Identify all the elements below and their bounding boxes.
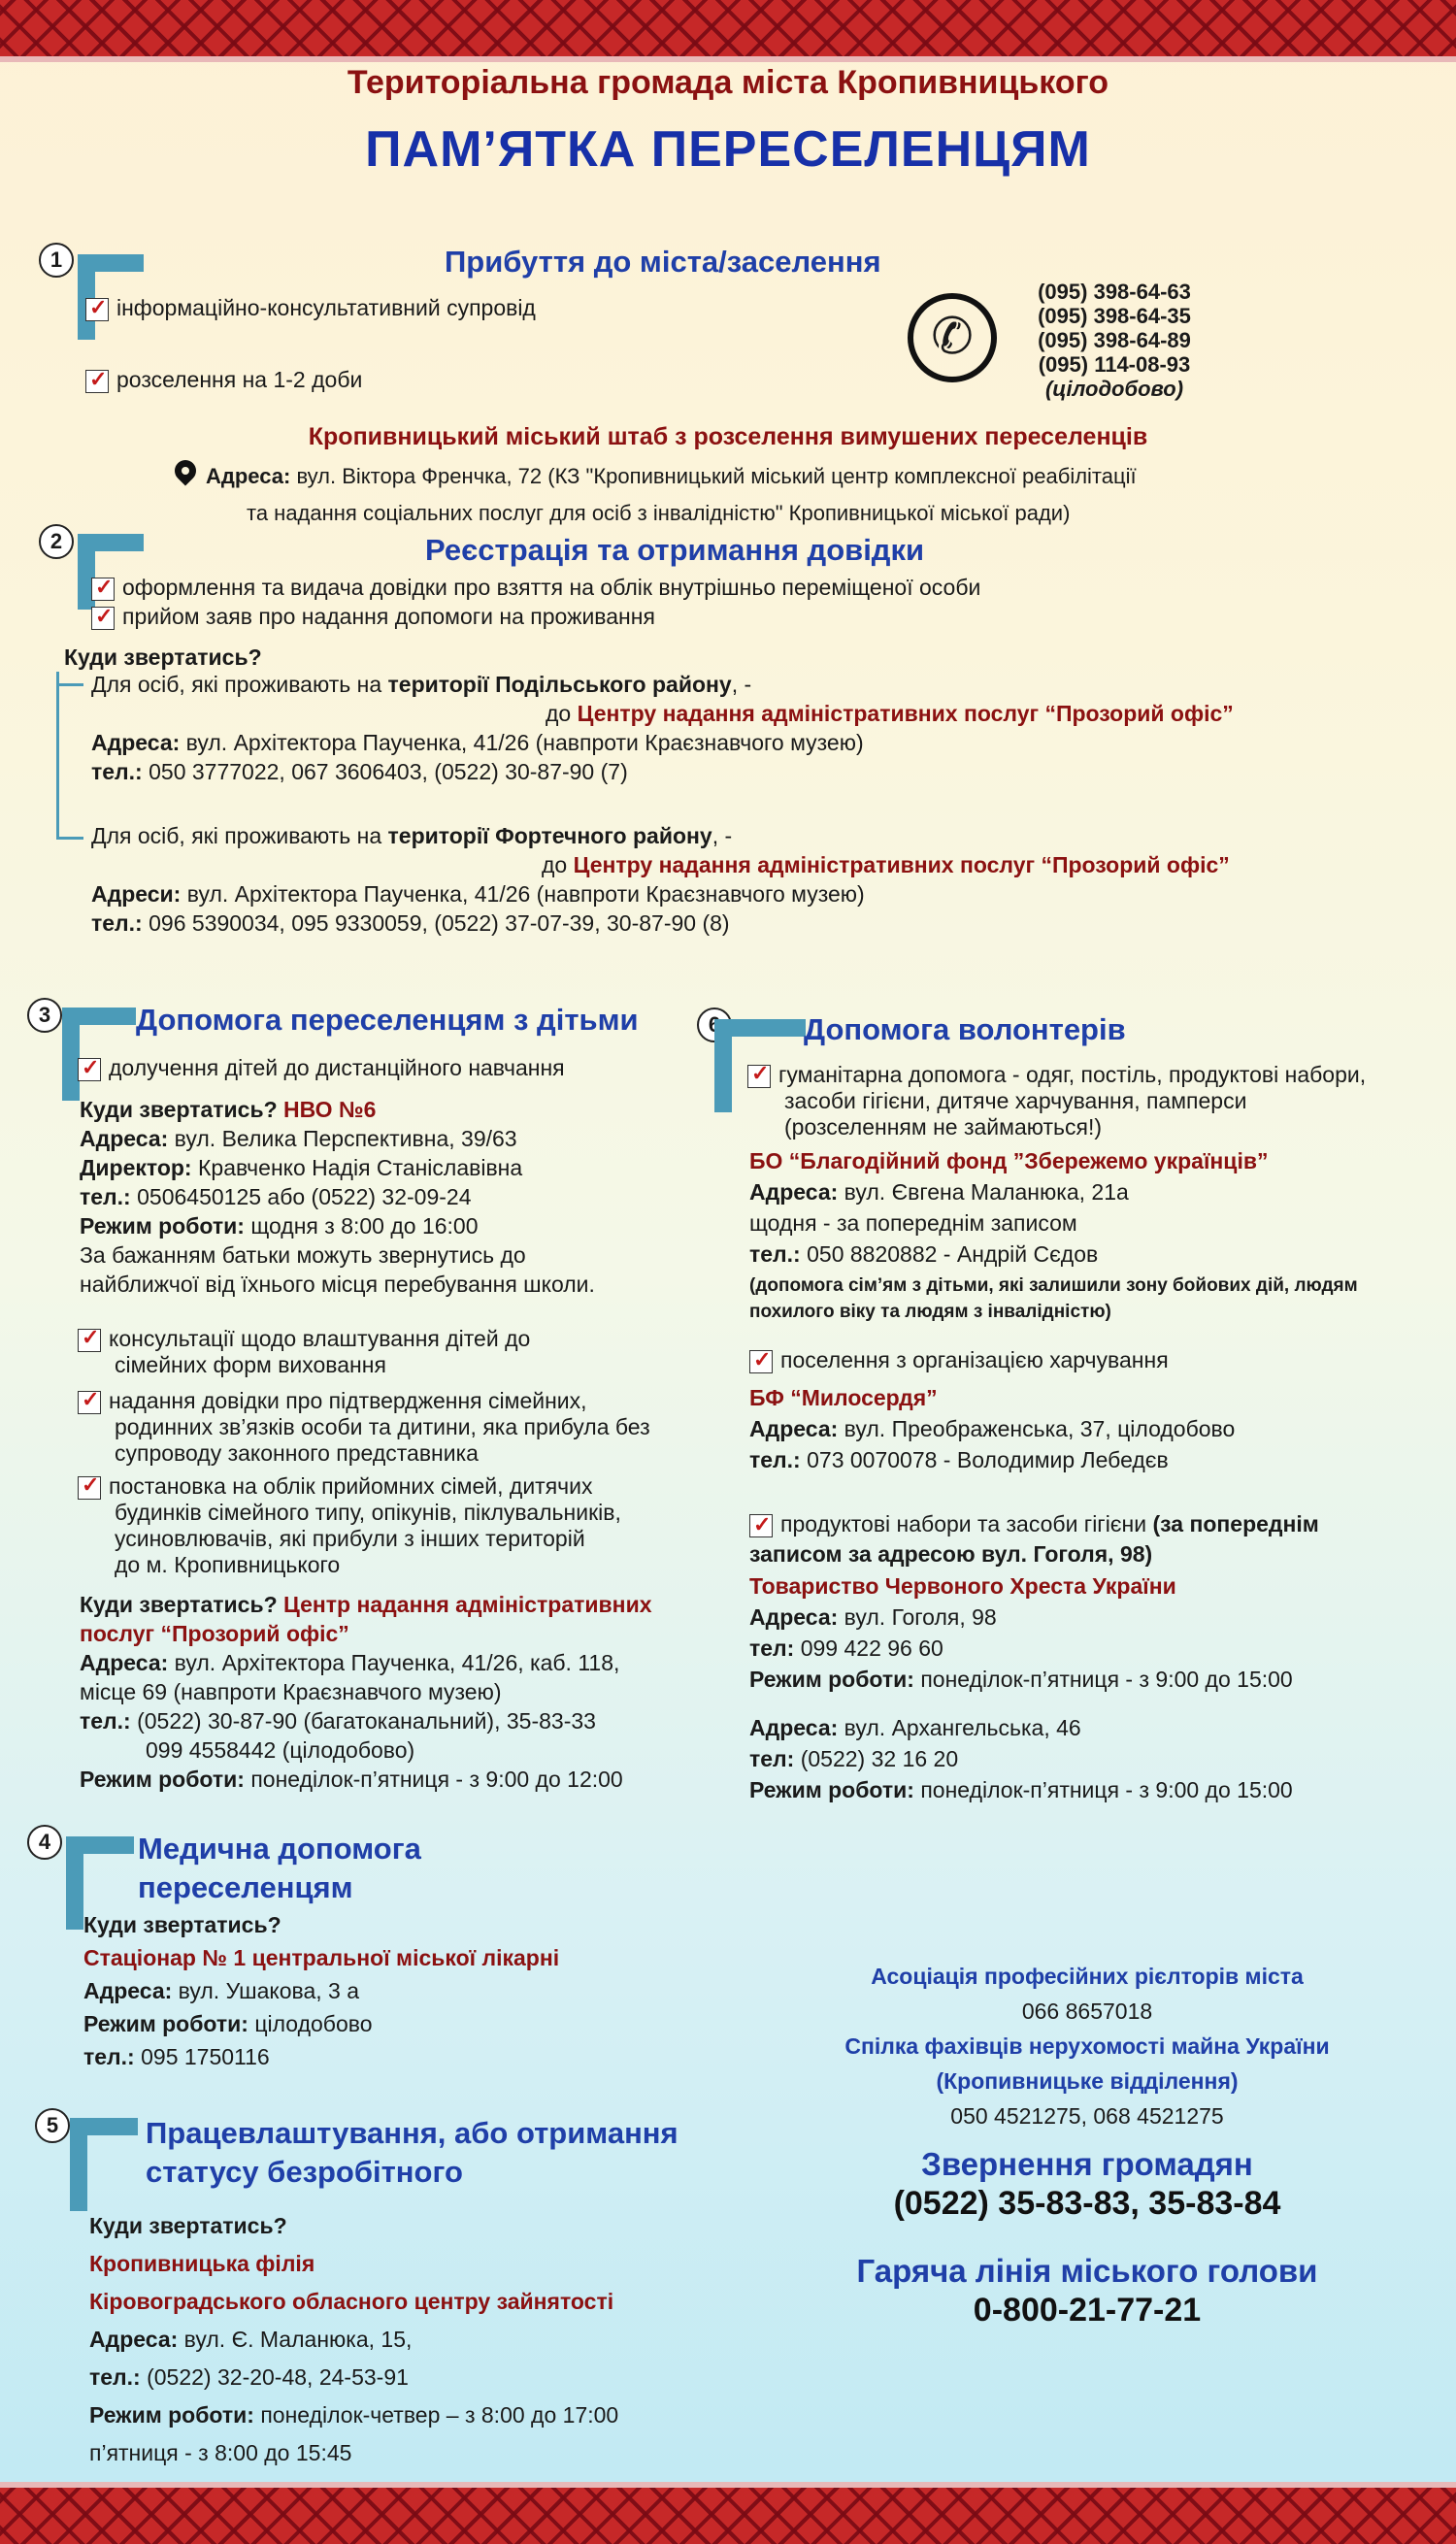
checklist-item: ✓постановка на облік прийомних сімей, дитячих будинків сімейного типу, опікунів, піклувальників, усиновлювачів, які прибули з інших територій до м. Кропивницького	[78, 1473, 621, 1578]
section-number-1: 1	[39, 243, 74, 278]
checkbox-icon	[749, 1350, 773, 1373]
checklist-item: ✓оформлення та видача довідки про взяття на облік внутрішньо переміщеної особи	[91, 573, 980, 602]
fortechnyi-center: до Центру надання адміністративних послуг “Прозорий офіс”	[542, 852, 1230, 877]
section-title-3: Допомога переселенцям з дітьми	[136, 1003, 639, 1037]
checkbox-icon	[91, 578, 115, 601]
top-ornament-border	[0, 0, 1456, 62]
checkbox-icon	[78, 1329, 101, 1352]
section-bracket-5	[70, 2118, 138, 2211]
page-title: ПАМ’ЯТКА ПЕРЕСЕЛЕНЦЯМ	[365, 121, 1091, 178]
checklist-item: ✓надання довідки про підтвердження сімейних, родинних зв’язків особи та дитини, яка прибула без супроводу законного представника	[78, 1388, 650, 1467]
section-title-6: Допомога волонтерів	[804, 1012, 1126, 1046]
checkbox-icon	[91, 607, 115, 630]
checkbox-icon	[78, 1476, 101, 1500]
podilskyi-district-line: Для осіб, які проживають на території Подільського району, -	[91, 672, 752, 697]
section-number-6: 6	[697, 1008, 732, 1042]
bottom-ornament-border	[0, 2482, 1456, 2544]
section-title-5: Працевлаштування, або отримання статусу безробітного	[146, 2116, 678, 2189]
branch-line	[56, 672, 59, 839]
fortechnyi-district-line: Для осіб, які проживають на території Фортечного району, -	[91, 823, 733, 848]
checklist-item: ✓консультації щодо влаштування дітей до сімейних форм виховання	[78, 1326, 530, 1378]
where-to-apply-label: Куди звертатись?	[64, 644, 262, 670]
fortechnyi-address: Адреси: вул. Архітектора Паученка, 41/26 (навпроти Краєзнавчого музею)	[91, 881, 865, 907]
podilskyi-address: Адреса: вул. Архітектора Паученка, 41/26 (навпроти Краєзнавчого музею)	[91, 730, 864, 755]
checkbox-icon	[747, 1065, 771, 1088]
checklist-item: ✓розселення на 1-2 доби	[85, 365, 362, 394]
checklist-item: ✓продуктові набори та засоби гігієни (за попереднім записом за адресою вул. Гоголя, 98)	[749, 1509, 1319, 1569]
section-number-4: 4	[27, 1825, 62, 1860]
fortechnyi-phone: тел.: 096 5390034, 095 9330059, (0522) 37-07-39, 30-87-90 (8)	[91, 910, 730, 936]
phone-icon: ✆	[908, 293, 997, 382]
checkbox-icon	[78, 1058, 101, 1081]
section-title-4: Медична допомога переселенцям	[138, 1832, 421, 1904]
realtors-contacts: Асоціація професійних рієлторів міста 066 8657018 Спілка фахівців нерухомості майна України (Кропивницьке відділення) 050 4521275, 068 4521275	[844, 1964, 1330, 2129]
checkbox-icon	[78, 1391, 101, 1414]
section-title-1: Прибуття до міста/заселення	[445, 245, 881, 279]
citizens-appeals: Звернення громадян (0522) 35-83-83, 35-83-84	[893, 2146, 1281, 2222]
section-number-5: 5	[35, 2108, 70, 2143]
hq-phones: (095) 398-64-63 (095) 398-64-35 (095) 398-64-89 (095) 114-08-93 (цілодобово)	[1038, 280, 1191, 401]
volunteer-org-3: Товариство Червоного Хреста України Адреса: вул. Гоголя, 98 тел: 099 422 96 60 Режим роботи: понеділок-п’ятниця - з 9:00 до 15:00	[749, 1573, 1293, 1692]
hq-address-line1: Адреса: вул. Віктора Френчка, 72 (КЗ "Кропивницький міський центр комплексної реабілітації	[206, 464, 1137, 488]
branch-line	[56, 683, 83, 686]
hospital-contact: Куди звертатись? Стаціонар № 1 центральної міської лікарні Адреса: вул. Ушакова, 3 а Режим роботи: цілодобово тел.: 095 1750116	[83, 1912, 560, 2069]
podilskyi-center: до Центру надання адміністративних послуг “Прозорий офіс”	[546, 701, 1234, 726]
checklist-item: ✓поселення з організацією харчування	[749, 1345, 1169, 1374]
location-pin-icon	[170, 455, 200, 485]
checklist-item: ✓прийом заяв про надання допомоги на проживання	[91, 602, 655, 631]
checkbox-icon	[85, 298, 109, 321]
checklist-item: ✓долучення дітей до дистанційного навчання	[78, 1053, 565, 1082]
volunteer-org-3-branch: Адреса: вул. Архангельська, 46 тел: (0522) 32 16 20 Режим роботи: понеділок-п’ятниця - з 9:00 до 15:00	[749, 1715, 1293, 1802]
branch-line	[56, 837, 83, 840]
hq-name: Кропивницький міський штаб з розселення вимушених переселенців	[308, 423, 1148, 450]
page-subtitle: Територіальна громада міста Кропивницького	[347, 64, 1109, 101]
transparent-office-contact: Куди звертатись? Центр надання адміністративних послуг “Прозорий офіс” Адреса: вул. Архітектора Паученка, 41/26, каб. 118, місце 69 (навпроти Краєзнавчого музею) тел.: (0522) 30-87-90 (багатоканальний), 35-83-33 099 4558442 (цілодобово) Режим роботи: понеділок-п’ятниця - з 9:00 до 12:00	[80, 1592, 652, 1792]
checkbox-icon	[85, 370, 109, 393]
section-number-3: 3	[27, 998, 62, 1033]
school-contact: Куди звертатись? НВО №6 Адреса: вул. Велика Перспективна, 39/63 Директор: Кравченко Надія Станіславівна тел.: 0506450125 або (0522) 32-09-24 Режим роботи: щодня з 8:00 до 16:00 За бажанням батьки можуть звернутись до найближчої від їхнього місця перебування школи.	[80, 1097, 595, 1297]
hq-address-line2: та надання соціальних послуг для осіб з інвалідністю" Кропивницької міської ради)	[247, 501, 1071, 525]
checklist-item: ✓інформаційно-консультативний супровід	[85, 293, 536, 322]
volunteer-org-1: БО “Благодійний фонд ”Збережемо українців” Адреса: вул. Євгена Маланюка, 21а щодня - за попереднім записом тел.: 050 8820882 - Андрій Сєдов (допомога сім’ям з дітьми, які залишили зону бойових дій, людям похилого віку та людям з інвалідністю)	[749, 1148, 1358, 1322]
volunteer-org-2: БФ “Милосердя” Адреса: вул. Преображенська, 37, цілодобово тел.: 073 0070078 - Володимир Лебедєв	[749, 1385, 1236, 1472]
section-number-2: 2	[39, 524, 74, 559]
podilskyi-phone: тел.: 050 3777022, 067 3606403, (0522) 30-87-90 (7)	[91, 759, 628, 784]
employment-center-contact: Куди звертатись? Кропивницька філія Кіровоградського обласного центру зайнятості Адреса: вул. Є. Маланюка, 15, тел.: (0522) 32-20-48, 24-53-91 Режим роботи: понеділок-четвер – з 8:00 до 17:00 п’ятниця - з 8:00 до 15:45	[89, 2213, 619, 2465]
checkbox-icon	[749, 1514, 773, 1537]
checklist-item: ✓гуманітарна допомога - одяг, постіль, продуктові набори, засоби гігієни, дитяче харчування, памперси (розселенням не займаються!)	[747, 1062, 1366, 1140]
section-title-2: Реєстрація та отримання довідки	[425, 533, 925, 567]
mayor-hotline: Гаряча лінія міського голови 0-800-21-77-21	[856, 2253, 1318, 2329]
